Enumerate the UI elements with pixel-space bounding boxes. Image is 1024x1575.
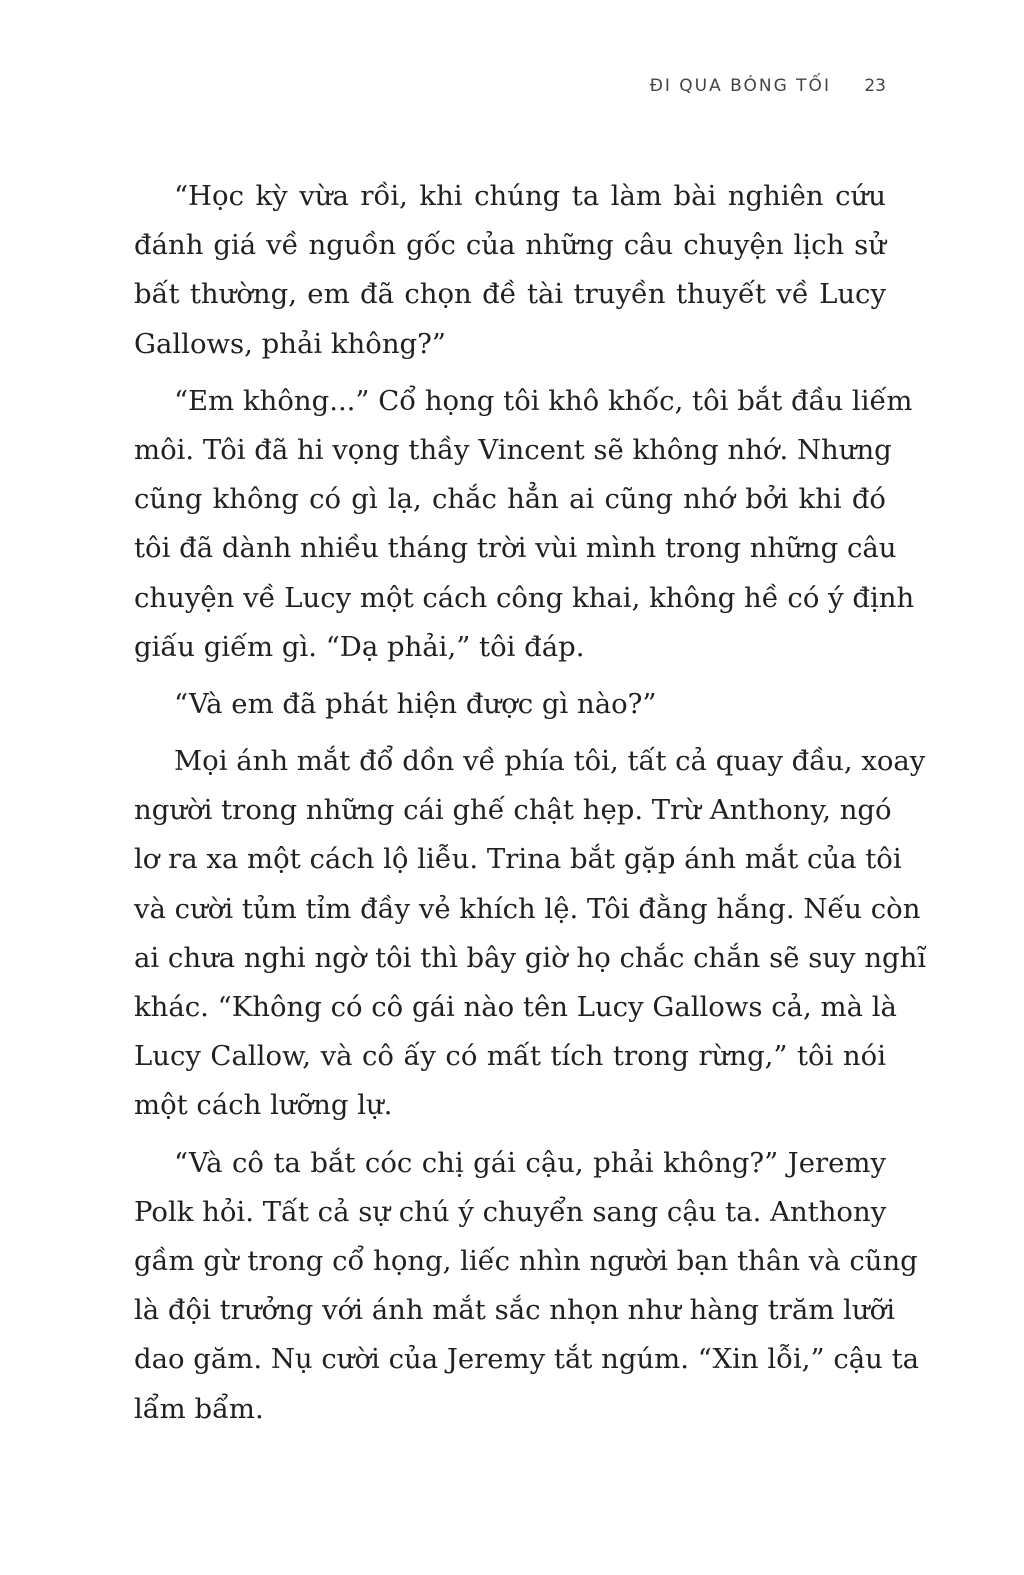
- text-line: tôi đã dành nhiều tháng trời vùi mình trong những câu: [134, 532, 897, 565]
- text-line: người trong những cái ghế chật hẹp. Trừ Anthony, ngó: [134, 794, 892, 827]
- text-line: ai chưa nghi ngờ tôi thì bây giờ họ chắc chắn sẽ suy nghĩ: [134, 941, 927, 974]
- text-line: khác. “Không có cô gái nào tên Lucy Gallows cả, mà là: [134, 991, 897, 1023]
- page-number: 23: [864, 76, 886, 96]
- text-line: một cách lưỡng lự.: [134, 1089, 393, 1122]
- chapter-title: ĐI QUA BÓNG TỐI: [649, 76, 831, 96]
- text-line: Lucy Callow, và cô ấy có mất tích trong rừng,” tôi nói: [134, 1040, 886, 1073]
- paragraph: [134, 680, 886, 729]
- text-line: chuyện về Lucy một cách công khai, không hề có ý định: [134, 581, 915, 614]
- text-line: “Em không...” Cổ họng tôi khô khốc, tôi bắt đầu liếm: [174, 384, 913, 417]
- text-line: gầm gừ trong cổ họng, liếc nhìn người bạn thân và cũng: [134, 1244, 918, 1277]
- text-line: cũng không có gì lạ, chắc hẳn ai cũng nhớ bởi khi đó: [134, 483, 886, 516]
- paragraph: [134, 172, 886, 369]
- paragraph: [134, 1139, 920, 1434]
- text-line: bất thường, em đã chọn đề tài truyền thuyết về Lucy: [134, 278, 886, 311]
- paragraph: [134, 377, 915, 672]
- text-line: môi. Tôi đã hi vọng thầy Vincent sẽ không nhớ. Nhưng: [134, 433, 892, 466]
- running-header: [650, 76, 886, 96]
- text-line: lơ ra xa một cách lộ liễu. Trina bắt gặp ánh mắt của tôi: [134, 843, 902, 876]
- text-line: “Học kỳ vừa rồi, khi chúng ta làm bài nghiên cứu: [174, 180, 886, 212]
- text-line: Mọi ánh mắt đổ dồn về phía tôi, tất cả quay đầu, xoay: [174, 745, 926, 778]
- text-line: lẩm bẩm.: [134, 1392, 264, 1425]
- text-line: “Và em đã phát hiện được gì nào?”: [174, 687, 657, 720]
- paragraph: [134, 737, 927, 1131]
- text-line: Gallows, phải không?”: [134, 327, 446, 360]
- text-line: dao găm. Nụ cười của Jeremy tắt ngúm. “Xin lỗi,” cậu ta: [134, 1343, 920, 1376]
- text-line: là đội trưởng với ánh mắt sắc nhọn như hàng trăm lưỡi: [134, 1294, 895, 1327]
- body-text: [134, 172, 927, 1442]
- text-line: đánh giá về nguồn gốc của những câu chuyện lịch sử: [134, 229, 886, 262]
- text-line: Polk hỏi. Tất cả sự chú ý chuyển sang cậu ta. Anthony: [134, 1195, 887, 1228]
- text-line: giấu giếm gì. “Dạ phải,” tôi đáp.: [134, 630, 585, 663]
- text-line: “Và cô ta bắt cóc chị gái cậu, phải không?” Jeremy: [174, 1146, 886, 1179]
- text-line: và cười tủm tỉm đầy vẻ khích lệ. Tôi đằng hắng. Nếu còn: [134, 892, 921, 925]
